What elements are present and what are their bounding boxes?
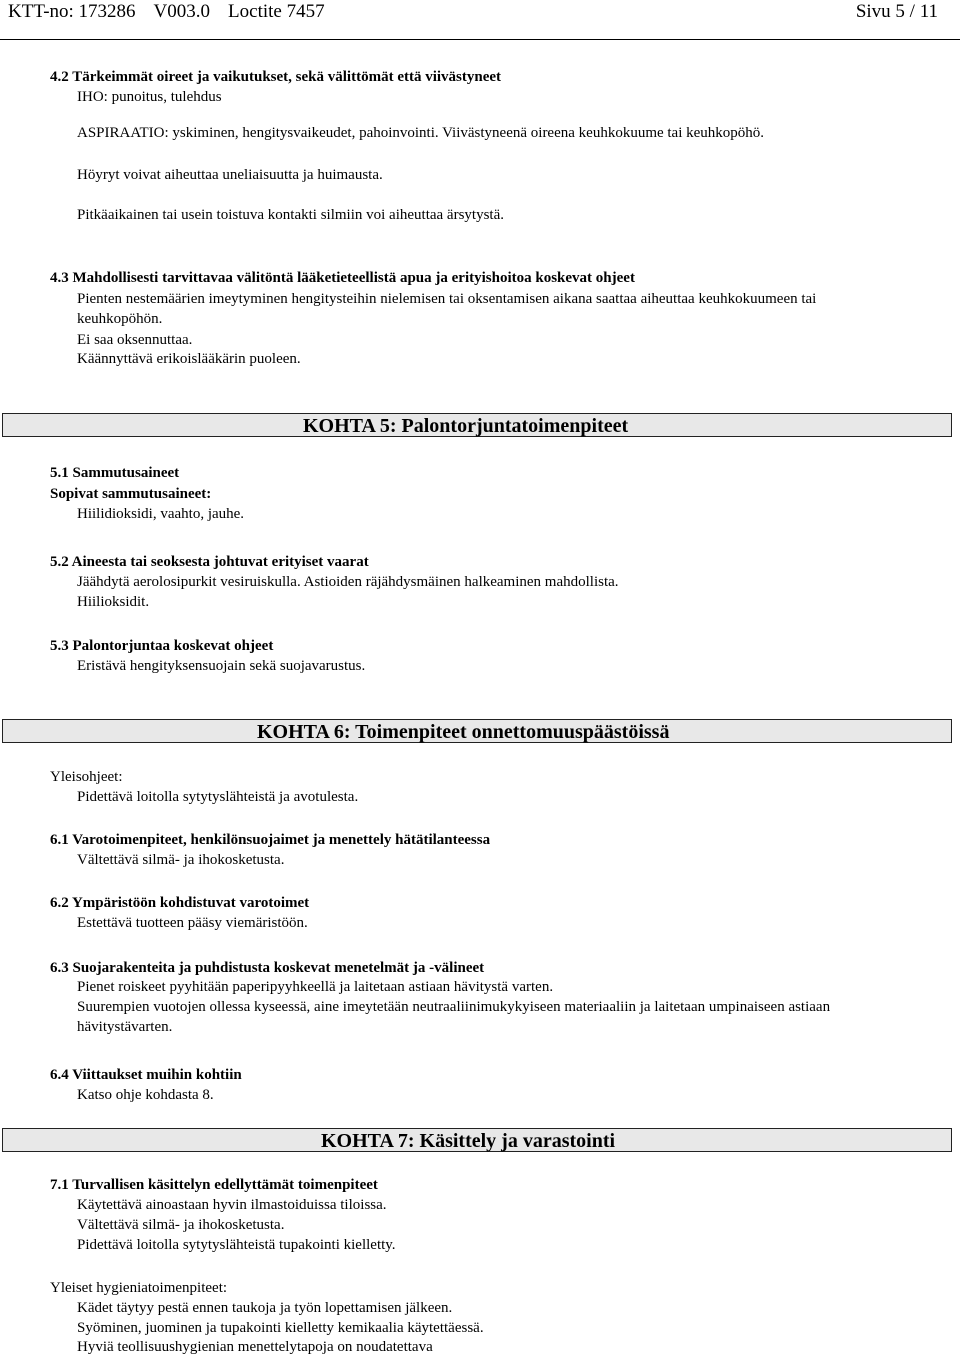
text-6-2: Estettävä tuotteen pääsy viemäristöön. xyxy=(77,915,308,931)
text-4-2-line-1: IHO: punoitus, tulehdus xyxy=(77,89,222,105)
section-7-title: KOHTA 7: Käsittely ja varastointi xyxy=(321,1130,616,1152)
heading-5-2: 5.2 Aineesta tai seoksesta johtuvat erityiset vaarat xyxy=(50,554,369,570)
text-5-3: Eristävä hengityksensuojain sekä suojavarustus. xyxy=(77,658,366,674)
header-ktt: KTT-no: 173286 xyxy=(8,1,136,22)
text-4-2-line-3: Höyryt voivat aiheuttaa uneliaisuutta ja huimausta. xyxy=(77,167,383,183)
heading-general: Yleisohjeet: xyxy=(50,769,123,785)
heading-hygiene: Yleiset hygieniatoimenpiteet: xyxy=(50,1280,228,1296)
page-header xyxy=(8,0,938,26)
heading-6-4: 6.4 Viittaukset muihin kohtiin xyxy=(50,1067,242,1083)
section-5-title: KOHTA 5: Palontorjuntatoimenpiteet xyxy=(303,415,629,437)
text-4-3-line-2: keuhkopöhön. xyxy=(77,311,163,327)
text-4-2-line-2: ASPIRAATIO: yskiminen, hengitysvaikeudet, pahoinvointi. Viivästyneenä oireena keuhkokuume tai keuhkopöhö. xyxy=(77,125,765,141)
header-product: Loctite 7457 xyxy=(228,1,325,22)
heading-6-3: 6.3 Suojarakenteita ja puhdistusta koskevat menetelmät ja -välineet xyxy=(50,960,485,976)
heading-7-1: 7.1 Turvallisen käsittelyn edellyttämät toimenpiteet xyxy=(50,1177,378,1193)
header-page-number: Sivu 5 / 11 xyxy=(855,1,938,22)
text-4-2-line-4: Pitkäaikainen tai usein toistuva kontakti silmiin voi aiheuttaa ärsytystä. xyxy=(77,207,505,223)
text-4-3-line-4: Käännyttävä erikoislääkärin puoleen. xyxy=(77,351,301,367)
text-hygiene-line-1: Kädet täytyy pestä ennen taukoja ja työn lopettamisen jälkeen. xyxy=(77,1300,453,1316)
heading-6-2: 6.2 Ympäristöön kohdistuvat varotoimet xyxy=(50,895,310,911)
text-7-1-line-2: Vältettävä silmä- ja ihokosketusta. xyxy=(77,1217,285,1233)
text-6-1: Vältettävä silmä- ja ihokosketusta. xyxy=(77,852,285,868)
text-6-3-line-1: Pienet roiskeet pyyhitään paperipyyhkeellä ja laitetaan astiaan hävitystä varten. xyxy=(77,979,554,995)
text-general: Pidettävä loitolla sytytyslähteistä ja avotulesta. xyxy=(77,789,359,805)
header-divider xyxy=(0,39,960,40)
header-version: V003.0 xyxy=(153,1,211,22)
heading-4-2: 4.2 Tärkeimmät oireet ja vaikutukset, sekä välittömät että viivästyneet xyxy=(50,69,502,85)
text-hygiene-line-3: Hyviä teollisuushygienian menettelytapoja on noudatettava xyxy=(77,1339,433,1355)
text-4-3-line-3: Ei saa oksennuttaa. xyxy=(77,332,193,348)
heading-5-1: 5.1 Sammutusaineet xyxy=(50,465,180,481)
section-6-title: KOHTA 6: Toimenpiteet onnettomuuspäästöissä xyxy=(257,721,670,743)
text-5-2-line-2: Hiilioksidit. xyxy=(77,594,150,610)
text-5-2-line-1: Jäähdytä aerolosipurkit vesiruiskulla. Astioiden räjähdysmäinen halkeaminen mahdollista. xyxy=(77,574,619,590)
text-7-1-line-3: Pidettävä loitolla sytytyslähteistä tupakointi kielletty. xyxy=(77,1237,396,1253)
heading-5-3: 5.3 Palontorjuntaa koskevat ohjeet xyxy=(50,638,274,654)
subheading-5-1: Sopivat sammutusaineet: xyxy=(50,486,212,502)
text-6-3-line-3: hävitystävarten. xyxy=(77,1019,173,1035)
header-left xyxy=(8,0,938,24)
text-4-3-line-1: Pienten nestemäärien imeytyminen hengitysteihin nielemisen tai oksentamisen aikana saattaa aiheuttaa keuhkokuumeen tai xyxy=(77,291,817,307)
text-6-4: Katso ohje kohdasta 8. xyxy=(77,1087,214,1103)
text-7-1-line-1: Käytettävä ainoastaan hyvin ilmastoiduissa tiloissa. xyxy=(77,1197,387,1213)
heading-6-1: 6.1 Varotoimenpiteet, henkilönsuojaimet ja menettely hätätilanteessa xyxy=(50,832,491,848)
text-6-3-line-2: Suurempien vuotojen ollessa kyseessä, aine imeytetään neutraaliinimukykyiseen materiaaliin ja laitetaan umpinaiseen astiaan xyxy=(77,999,831,1015)
text-hygiene-line-2: Syöminen, juominen ja tupakointi kielletty kemikaalia käytettäessä. xyxy=(77,1320,484,1336)
heading-4-3: 4.3 Mahdollisesti tarvittavaa välitöntä lääketieteellistä apua ja erityishoitoa koskevat ohjeet xyxy=(50,270,635,286)
text-5-1: Hiilidioksidi, vaahto, jauhe. xyxy=(77,506,245,522)
